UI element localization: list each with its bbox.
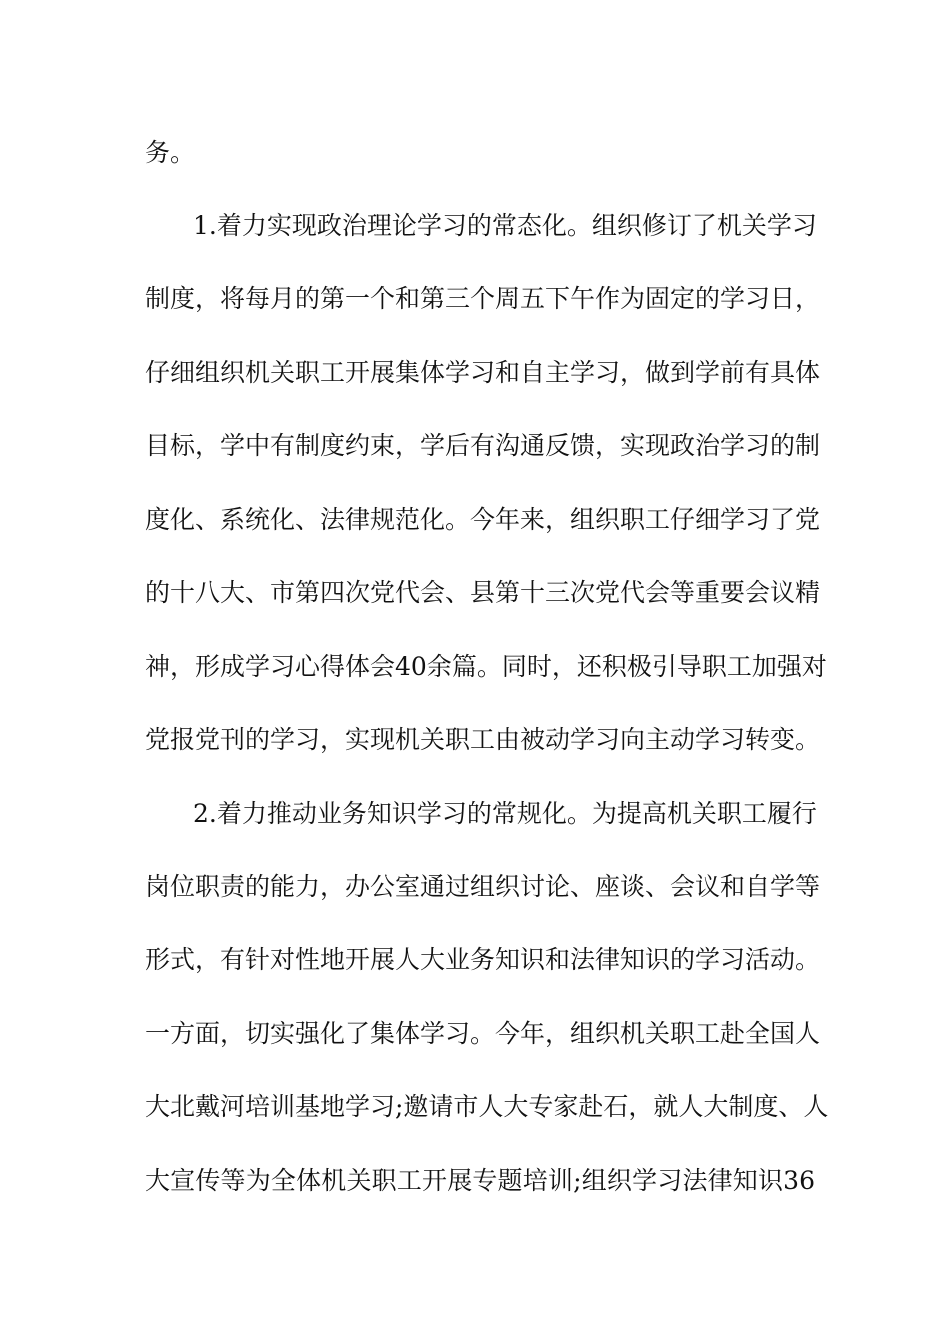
paragraph-2-line-2: 岗位职责的能力，办公室通过组织讨论、座谈、会议和自学等 — [145, 872, 821, 901]
paragraph-2-line-1: 2.着力推动业务知识学习的常规化。为提高机关职工履行 — [193, 799, 817, 828]
paragraph-1-line-1: 1.着力实现政治理论学习的常态化。组织修订了机关学习 — [193, 211, 817, 240]
paragraph-1-line-6: 的十八大、市第四次党代会、县第十三次党代会等重要会议精 — [145, 578, 821, 607]
paragraph-1-line-5: 度化、系统化、法律规范化。今年来，组织职工仔细学习了党 — [145, 505, 821, 534]
paragraph-1-line-4: 目标，学中有制度约束，学后有沟通反馈，实现政治学习的制 — [145, 431, 821, 460]
paragraph-1-line-8: 党报党刊的学习，实现机关职工由被动学习向主动学习转变。 — [145, 725, 821, 754]
paragraph-2-line-4: 一方面，切实强化了集体学习。今年，组织机关职工赴全国人 — [145, 1019, 821, 1048]
paragraph-2-line-3: 形式，有针对性地开展人大业务知识和法律知识的学习活动。 — [145, 945, 821, 974]
paragraph-1-line-3: 仔细组织机关职工开展集体学习和自主学习，做到学前有具体 — [145, 358, 821, 387]
paragraph-2-line-5: 大北戴河培训基地学习;邀请市人大专家赴石，就人大制度、人 — [145, 1092, 829, 1121]
paragraph-1-line-7: 神，形成学习心得体会40余篇。同时，还积极引导职工加强对 — [145, 652, 827, 681]
paragraph-1-line-2: 制度，将每月的第一个和第三个周五下午作为固定的学习日， — [145, 284, 821, 313]
text-line-1: 务。 — [145, 138, 196, 167]
paragraph-2-line-6: 大宣传等为全体机关职工开展专题培训;组织学习法律知识36 — [145, 1166, 815, 1195]
